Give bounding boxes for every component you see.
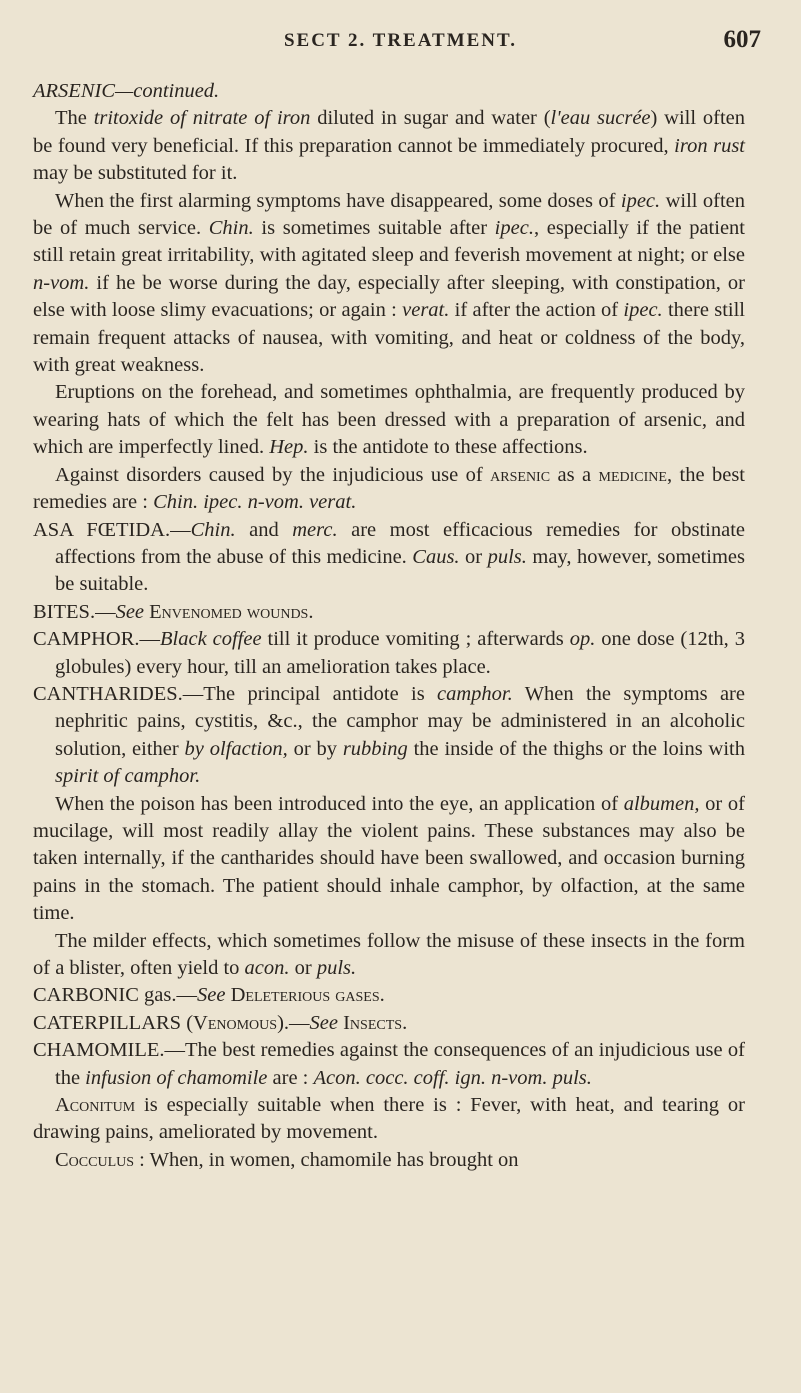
entry-carbonic-gas: CARBONIC gas.—See Deleterious gases. [33,984,385,1007]
paragraph: Cocculus : When, in women, chamomile has brought on [55,1148,519,1171]
paragraph: When the first alarming symptoms have disappeared, some doses of ipec. will often be of much service. Chin. is sometimes suitable after ipec., especially if the patient still retain great irritability, with agitated sleep and feverish movement at night; or else n-vom. if he be worse during the day, especially after sleeping, with constipation, or else with loose slimy evacuations; or again : verat. if after the action of ipec. there still remain frequent attacks of nausea, with vomiting, and heat or coldness of the body, with great weakness. [33,189,746,377]
entry-caterpillars: CATERPILLARS (Venomous).—See Insects. [33,1011,408,1034]
entry-asa-foetida: ASA FŒTIDA.—Chin. and merc. are most efficacious remedies for obstinate affections from the abuse of this medicine. Caus. or puls. may, however, sometimes be suitable. [33,518,745,596]
entry-chamomile: CHAMOMILE.—The best remedies against the consequences of an injudicious use of the infusion of chamomile are : Acon. cocc. coff. ign. n-vom. puls. [33,1039,745,1089]
paragraph: The milder effects, which sometimes follow the misuse of these insects in the form of a blister, often yield to acon. or puls. [33,929,745,979]
running-title: SECT 2. TREATMENT. [283,30,518,51]
section-heading-arsenic: ARSENIC—continued. [33,80,220,102]
page-number: 607 [723,26,761,53]
entry-camphor: CAMPHOR.—Black coffee till it produce vomiting ; afterwards op. one dose (12th, 3 globules) every hour, till an amelioration takes place. [33,628,745,678]
paragraph: Eruptions on the forehead, and sometimes ophthalmia, are frequently produced by wearing hats of which the felt has been dressed with a preparation of arsenic, and which are imperfectly lined. Hep. is the antidote to these affections. [33,381,745,459]
page-body [33,78,745,1174]
paragraph: When the poison has been introduced into the eye, an application of albumen, or of mucilage, will most readily allay the violent pains. These substances may also be taken internally, if the cantharides should have been swallowed, and occasion burning pains in the stomach. The patient should inhale camphor, by olfaction, at the same time. [33,792,745,925]
entry-bites: BITES.—See Envenomed wounds. [33,600,314,623]
paragraph: Against disorders caused by the injudicious use of arsenic as a medicine, the best remedies are : Chin. ipec. n-vom. verat. [33,463,745,514]
paragraph: Aconitum is especially suitable when there is : Fever, with heat, and tearing or drawing pains, ameliorated by movement. [33,1094,745,1144]
entry-cantharides: CANTHARIDES.—The principal antidote is camphor. When the symptoms are nephritic pains, cystitis, &c., the camphor may be administered in an alcoholic solution, either by olfaction, or by rubbing the inside of the thighs or the loins with spirit of camphor. [33,682,745,788]
paragraph: The tritoxide of nitrate of iron diluted in sugar and water (l'eau sucrée) will often be found very beneficial. If this preparation cannot be immediately procured, iron rust may be substituted for it. [33,107,746,185]
